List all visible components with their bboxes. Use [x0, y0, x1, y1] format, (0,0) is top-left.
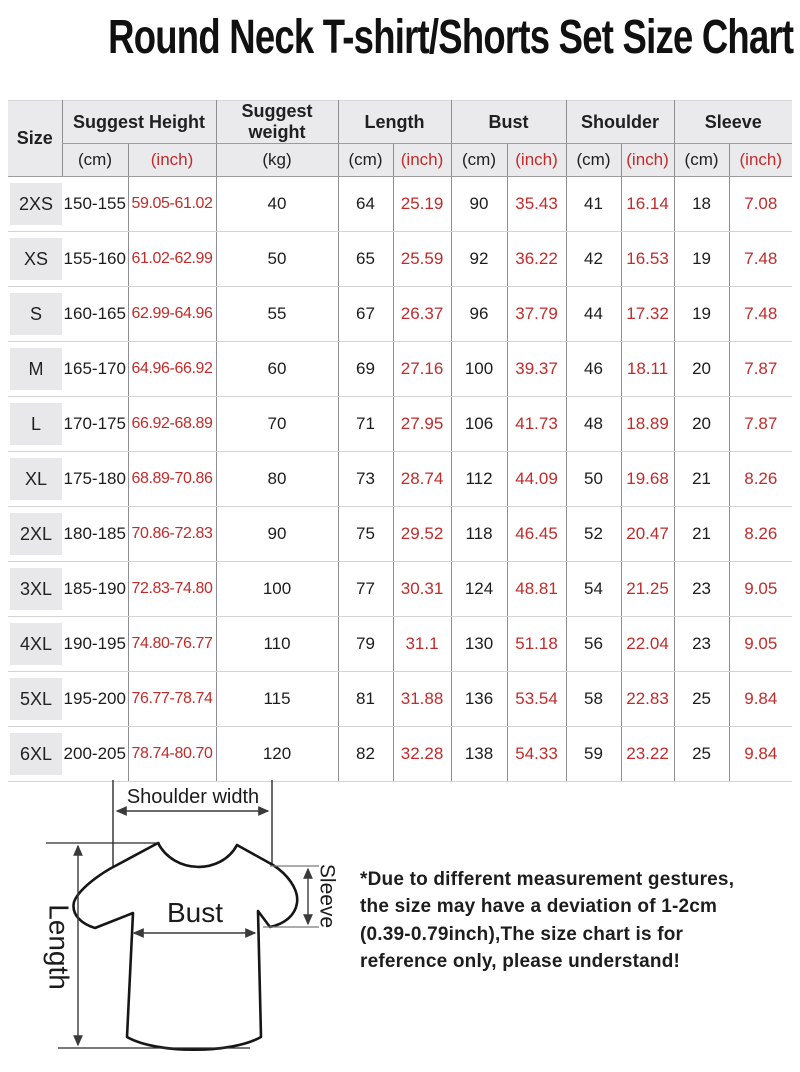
unit-header-cell: (cm) [338, 144, 393, 177]
value-cell: 48.81 [507, 562, 566, 617]
table-row [8, 507, 792, 562]
value-cell: 68.89-70.86 [128, 452, 216, 507]
value-cell: 9.05 [729, 617, 792, 672]
shoulder-width-label: Shoulder width [126, 786, 260, 808]
unit-header-cell: (inch) [507, 144, 566, 177]
value-cell: 23 [674, 617, 729, 672]
value-cell: 64 [338, 177, 393, 232]
value-cell: 136 [451, 672, 507, 727]
value-cell: 79 [338, 617, 393, 672]
value-cell: 110 [216, 617, 338, 672]
value-cell: 26.37 [393, 287, 451, 342]
col-header-sleeve: Sleeve [674, 101, 792, 144]
value-cell: 7.87 [729, 342, 792, 397]
col-header-suggest-weight: Suggest weight [216, 101, 338, 144]
size-chip: XL [10, 458, 62, 500]
value-cell: 71 [338, 397, 393, 452]
value-cell: 22.83 [621, 672, 674, 727]
value-cell: 112 [451, 452, 507, 507]
col-header-bust: Bust [451, 101, 566, 144]
value-cell: 60 [216, 342, 338, 397]
table-row [8, 177, 792, 232]
value-cell: 92 [451, 232, 507, 287]
value-cell: 9.05 [729, 562, 792, 617]
value-cell: 16.53 [621, 232, 674, 287]
note-line: the size may have a deviation of 1-2cm [360, 896, 718, 918]
value-cell: 59.05-61.02 [128, 177, 216, 232]
value-cell: 23 [674, 562, 729, 617]
unit-header-cell: (inch) [621, 144, 674, 177]
bust-label: Bust [166, 897, 224, 928]
value-cell: 90 [216, 507, 338, 562]
value-cell: 22.04 [621, 617, 674, 672]
size-cell [8, 342, 62, 397]
value-cell: 118 [451, 507, 507, 562]
value-cell: 17.32 [621, 287, 674, 342]
value-cell: 31.1 [393, 617, 451, 672]
size-chip: 2XL [10, 513, 62, 555]
value-cell: 74.80-76.77 [128, 617, 216, 672]
value-cell: 7.87 [729, 397, 792, 452]
value-cell: 62.99-64.96 [128, 287, 216, 342]
page-title [0, 10, 800, 65]
value-cell: 7.48 [729, 232, 792, 287]
value-cell: 61.02-62.99 [128, 232, 216, 287]
value-cell: 160-165 [62, 287, 128, 342]
table-row [8, 452, 792, 507]
value-cell: 200-205 [62, 727, 128, 782]
col-header-suggest-height: Suggest Height [62, 101, 216, 144]
size-chip: 2XS [10, 183, 62, 225]
value-cell: 175-180 [62, 452, 128, 507]
size-cell [8, 232, 62, 287]
value-cell: 130 [451, 617, 507, 672]
size-cell [8, 562, 62, 617]
value-cell: 185-190 [62, 562, 128, 617]
value-cell: 41 [566, 177, 621, 232]
value-cell: 67 [338, 287, 393, 342]
value-cell: 9.84 [729, 672, 792, 727]
length-label: Length [43, 904, 75, 990]
table-row [8, 397, 792, 452]
value-cell: 27.95 [393, 397, 451, 452]
value-cell: 50 [216, 232, 338, 287]
value-cell: 51.18 [507, 617, 566, 672]
value-cell: 35.43 [507, 177, 566, 232]
value-cell: 9.84 [729, 727, 792, 782]
size-cell [8, 617, 62, 672]
value-cell: 20.47 [621, 507, 674, 562]
value-cell: 42 [566, 232, 621, 287]
value-cell: 46.45 [507, 507, 566, 562]
value-cell: 28.74 [393, 452, 451, 507]
unit-header-cell: (cm) [62, 144, 128, 177]
table-row [8, 287, 792, 342]
value-cell: 23.22 [621, 727, 674, 782]
value-cell: 59 [566, 727, 621, 782]
header-unit-row [8, 144, 792, 177]
header-group-row [8, 101, 792, 144]
value-cell: 27.16 [393, 342, 451, 397]
unit-header-cell: (inch) [128, 144, 216, 177]
value-cell: 18.89 [621, 397, 674, 452]
value-cell: 44 [566, 287, 621, 342]
value-cell: 75 [338, 507, 393, 562]
value-cell: 25.59 [393, 232, 451, 287]
size-cell [8, 507, 62, 562]
value-cell: 8.26 [729, 452, 792, 507]
unit-header-cell: (inch) [393, 144, 451, 177]
value-cell: 155-160 [62, 232, 128, 287]
value-cell: 8.26 [729, 507, 792, 562]
measurement-note [360, 866, 792, 975]
value-cell: 29.52 [393, 507, 451, 562]
value-cell: 55 [216, 287, 338, 342]
value-cell: 124 [451, 562, 507, 617]
value-cell: 48 [566, 397, 621, 452]
value-cell: 37.79 [507, 287, 566, 342]
value-cell: 82 [338, 727, 393, 782]
value-cell: 56 [566, 617, 621, 672]
table-row [8, 232, 792, 287]
value-cell: 19.68 [621, 452, 674, 507]
note-line: *Due to different measurement gestures, [360, 869, 735, 890]
value-cell: 19 [674, 287, 729, 342]
value-cell: 41.73 [507, 397, 566, 452]
value-cell: 21 [674, 452, 729, 507]
table-header [8, 101, 792, 177]
value-cell: 165-170 [62, 342, 128, 397]
unit-header-cell: (cm) [451, 144, 507, 177]
value-cell: 46 [566, 342, 621, 397]
value-cell: 39.37 [507, 342, 566, 397]
table-row [8, 562, 792, 617]
value-cell: 195-200 [62, 672, 128, 727]
value-cell: 25.19 [393, 177, 451, 232]
value-cell: 25 [674, 727, 729, 782]
value-cell: 106 [451, 397, 507, 452]
value-cell: 66.92-68.89 [128, 397, 216, 452]
value-cell: 76.77-78.74 [128, 672, 216, 727]
size-chart-table [8, 100, 792, 782]
size-cell [8, 177, 62, 232]
tshirt-measurement-diagram [35, 772, 365, 1072]
value-cell: 138 [451, 727, 507, 782]
col-header-shoulder: Shoulder [566, 101, 674, 144]
value-cell: 190-195 [62, 617, 128, 672]
size-table-body [8, 177, 792, 782]
value-cell: 100 [451, 342, 507, 397]
value-cell: 32.28 [393, 727, 451, 782]
value-cell: 58 [566, 672, 621, 727]
value-cell: 52 [566, 507, 621, 562]
unit-header-cell: (cm) [674, 144, 729, 177]
value-cell: 20 [674, 397, 729, 452]
value-cell: 25 [674, 672, 729, 727]
value-cell: 36.22 [507, 232, 566, 287]
value-cell: 16.14 [621, 177, 674, 232]
col-header-size: Size [8, 101, 62, 177]
value-cell: 18 [674, 177, 729, 232]
value-cell: 90 [451, 177, 507, 232]
value-cell: 54 [566, 562, 621, 617]
size-cell [8, 672, 62, 727]
value-cell: 78.74-80.70 [128, 727, 216, 782]
value-cell: 73 [338, 452, 393, 507]
table-row [8, 342, 792, 397]
value-cell: 7.48 [729, 287, 792, 342]
value-cell: 65 [338, 232, 393, 287]
size-chip: 4XL [10, 623, 62, 665]
table-row [8, 672, 792, 727]
size-chip: 3XL [10, 568, 62, 610]
note-line: reference only, please understand! [360, 951, 681, 973]
size-chip: S [10, 293, 62, 335]
size-chip: 5XL [10, 678, 62, 720]
size-cell [8, 397, 62, 452]
value-cell: 81 [338, 672, 393, 727]
value-cell: 115 [216, 672, 338, 727]
value-cell: 40 [216, 177, 338, 232]
value-cell: 70 [216, 397, 338, 452]
value-cell: 30.31 [393, 562, 451, 617]
size-chip: 6XL [10, 733, 62, 775]
size-chip: M [10, 348, 62, 390]
value-cell: 150-155 [62, 177, 128, 232]
note-line: (0.39-0.79inch),The size chart is for [360, 923, 684, 945]
size-cell [8, 452, 62, 507]
value-cell: 70.86-72.83 [128, 507, 216, 562]
value-cell: 80 [216, 452, 338, 507]
unit-header-cell: (inch) [729, 144, 792, 177]
value-cell: 19 [674, 232, 729, 287]
size-chip: L [10, 403, 62, 445]
value-cell: 18.11 [621, 342, 674, 397]
value-cell: 44.09 [507, 452, 566, 507]
size-chip: XS [10, 238, 62, 280]
value-cell: 7.08 [729, 177, 792, 232]
value-cell: 100 [216, 562, 338, 617]
value-cell: 54.33 [507, 727, 566, 782]
value-cell: 31.88 [393, 672, 451, 727]
col-header-length: Length [338, 101, 451, 144]
value-cell: 72.83-74.80 [128, 562, 216, 617]
sleeve-label: Sleeve [315, 863, 339, 929]
value-cell: 170-175 [62, 397, 128, 452]
value-cell: 50 [566, 452, 621, 507]
value-cell: 20 [674, 342, 729, 397]
size-cell [8, 287, 62, 342]
unit-header-cell: (kg) [216, 144, 338, 177]
tshirt-outline [74, 843, 298, 1050]
value-cell: 21 [674, 507, 729, 562]
value-cell: 69 [338, 342, 393, 397]
value-cell: 64.96-66.92 [128, 342, 216, 397]
value-cell: 120 [216, 727, 338, 782]
table-row [8, 617, 792, 672]
value-cell: 53.54 [507, 672, 566, 727]
value-cell: 21.25 [621, 562, 674, 617]
page-title-text: Round Neck T-shirt/Shorts Set Size Chart [108, 11, 794, 64]
value-cell: 180-185 [62, 507, 128, 562]
value-cell: 77 [338, 562, 393, 617]
unit-header-cell: (cm) [566, 144, 621, 177]
value-cell: 96 [451, 287, 507, 342]
